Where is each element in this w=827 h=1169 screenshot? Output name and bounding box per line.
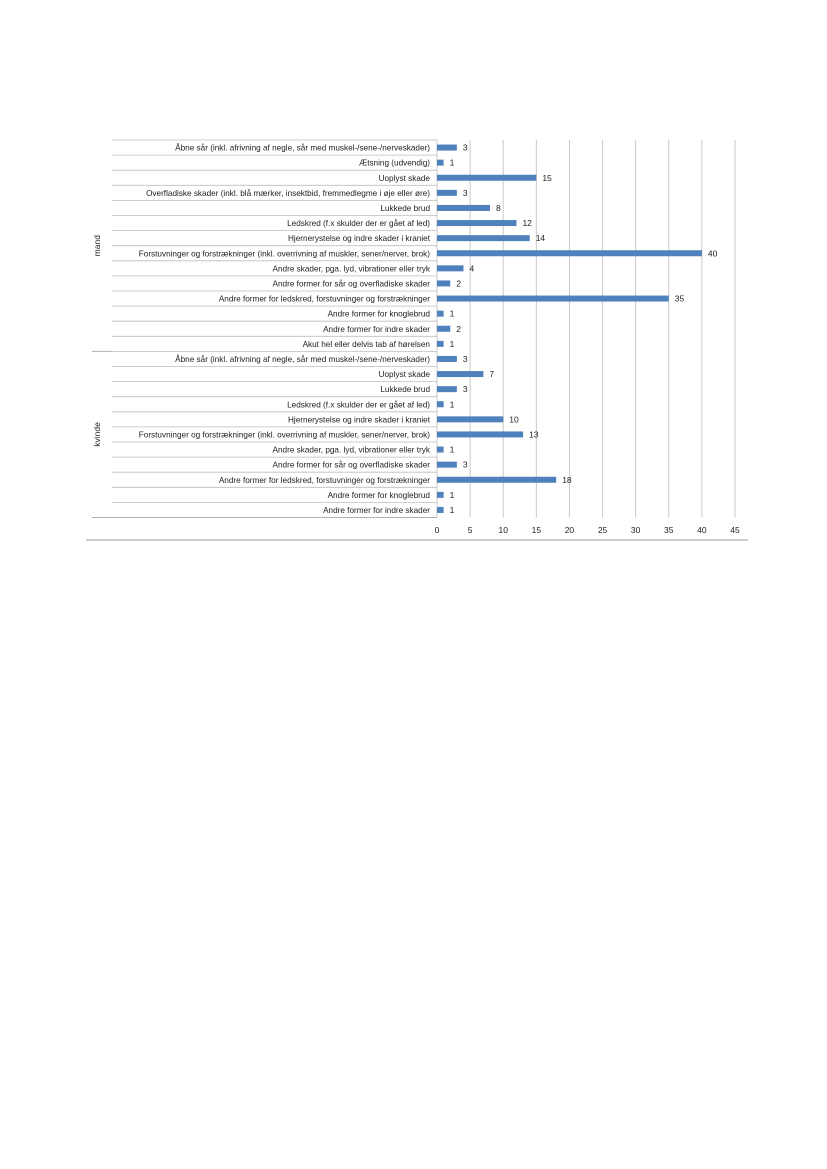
- x-tick-label: 40: [697, 525, 707, 535]
- category-label: Andre former for sår og overfladiske skader: [272, 279, 430, 289]
- bar: [437, 296, 669, 302]
- data-label: 8: [495, 202, 501, 213]
- bar: [437, 507, 444, 513]
- bar: [437, 386, 457, 392]
- data-label: 3: [462, 384, 468, 395]
- category-label: Uoplyst skade: [378, 173, 430, 183]
- data-label: 1: [449, 444, 455, 455]
- data-label: 3: [462, 142, 468, 153]
- data-label: 1: [449, 308, 455, 319]
- x-tick-label: 0: [434, 525, 440, 535]
- category-label: Andre former for sår og overfladiske skader: [272, 460, 430, 470]
- data-label: 3: [462, 187, 468, 198]
- bar: [437, 265, 463, 271]
- bar: [437, 205, 490, 211]
- bar: [437, 356, 457, 362]
- category-label: Uoplyst skade: [378, 370, 430, 380]
- x-tick-label: 10: [498, 525, 508, 535]
- data-label: 1: [449, 157, 455, 168]
- bar: [437, 401, 444, 407]
- data-label: 12: [522, 218, 532, 229]
- bar: [437, 311, 444, 317]
- category-label: Ledskred (f.x skulder der er gået af led): [287, 219, 430, 229]
- bar: [437, 341, 444, 347]
- data-label: 1: [449, 399, 455, 410]
- data-label: 1: [449, 504, 455, 515]
- data-label: 15: [542, 172, 552, 183]
- data-labels: [450, 143, 718, 515]
- bar: [437, 477, 556, 483]
- grid-lines: [437, 140, 735, 518]
- bar: [437, 280, 450, 286]
- category-label: Andre former for ledskred, forstuvninger og forstrækninger: [218, 294, 430, 304]
- x-tick-label: 15: [531, 525, 542, 535]
- data-label: 3: [462, 353, 468, 364]
- data-label: 35: [674, 293, 685, 304]
- bar: [437, 145, 457, 151]
- category-label: Overfladiske skader (inkl. blå mærker, insektbid, fremmedlegme i øje eller øre): [146, 188, 430, 198]
- category-label: Hjernerystelse og indre skader i kraniet: [288, 234, 430, 244]
- bar: [437, 371, 483, 377]
- category-label: Ætsning (udvendig): [359, 158, 430, 168]
- data-label: 3: [462, 459, 468, 470]
- category-label: Andre former for ledskred, forstuvninger og forstrækninger: [218, 475, 430, 485]
- category-label: Ledskred (f.x skulder der er gået af led): [287, 400, 430, 410]
- data-label: 10: [509, 414, 519, 425]
- category-label: Lukkede brud: [380, 203, 430, 213]
- category-label: Andre skader, pga. lyd, vibrationer eller tryk: [272, 445, 430, 455]
- data-label: 2: [456, 323, 461, 334]
- x-tick-label: 5: [467, 525, 473, 535]
- category-label: Andre former for knoglebrud: [327, 309, 430, 319]
- group-label: kvinde: [92, 422, 102, 447]
- data-label: 4: [469, 263, 475, 274]
- bar: [437, 235, 530, 241]
- category-labels: [139, 143, 431, 515]
- bar: [437, 431, 523, 437]
- bar: [437, 160, 444, 166]
- category-label: Lukkede brud: [380, 385, 430, 395]
- bar: [437, 220, 516, 226]
- data-label: 40: [707, 248, 718, 259]
- x-tick-label: 25: [597, 525, 608, 535]
- bar: [437, 447, 444, 453]
- bar: [437, 250, 702, 256]
- data-label: 13: [529, 429, 539, 440]
- data-label: 1: [449, 338, 455, 349]
- data-label: 2: [456, 278, 461, 289]
- category-label: Akut hel eller delvis tab af hørelsen: [302, 339, 430, 349]
- bar: [437, 416, 503, 422]
- bar: [437, 326, 450, 332]
- category-label: Forstuvninger og forstrækninger (inkl. overrivning af muskler, sener/nerver, brok): [138, 249, 430, 259]
- bar: [437, 190, 457, 196]
- data-label: 7: [489, 369, 495, 380]
- x-tick-label: 35: [664, 525, 674, 535]
- category-label: Andre former for indre skader: [323, 505, 430, 515]
- x-tick-label: 45: [730, 525, 740, 535]
- category-label: Forstuvninger og forstrækninger (inkl. overrivning af muskler, sener/nerver, brok): [138, 430, 430, 440]
- x-tick-label: 30: [630, 525, 641, 535]
- bar: [437, 175, 536, 181]
- x-axis-ticks: [435, 525, 740, 535]
- bar: [437, 462, 457, 468]
- data-label: 1: [449, 489, 455, 500]
- category-label: Åbne sår (inkl. afrivning af negle, sår med muskel-/sene-/nerveskader): [175, 143, 430, 153]
- category-label: Hjernerystelse og indre skader i kraniet: [288, 415, 430, 425]
- bar: [437, 492, 444, 498]
- category-label: Åbne sår (inkl. afrivning af negle, sår med muskel-/sene-/nerveskader): [175, 354, 430, 364]
- category-label: Andre skader, pga. lyd, vibrationer eller tryk: [272, 264, 430, 274]
- category-label: Andre former for knoglebrud: [327, 490, 430, 500]
- group-label: mand: [92, 235, 102, 257]
- data-label: 14: [535, 233, 546, 244]
- x-tick-label: 20: [564, 525, 575, 535]
- data-label: 18: [562, 474, 572, 485]
- group-labels: [92, 235, 102, 447]
- category-label: Andre former for indre skader: [323, 324, 430, 334]
